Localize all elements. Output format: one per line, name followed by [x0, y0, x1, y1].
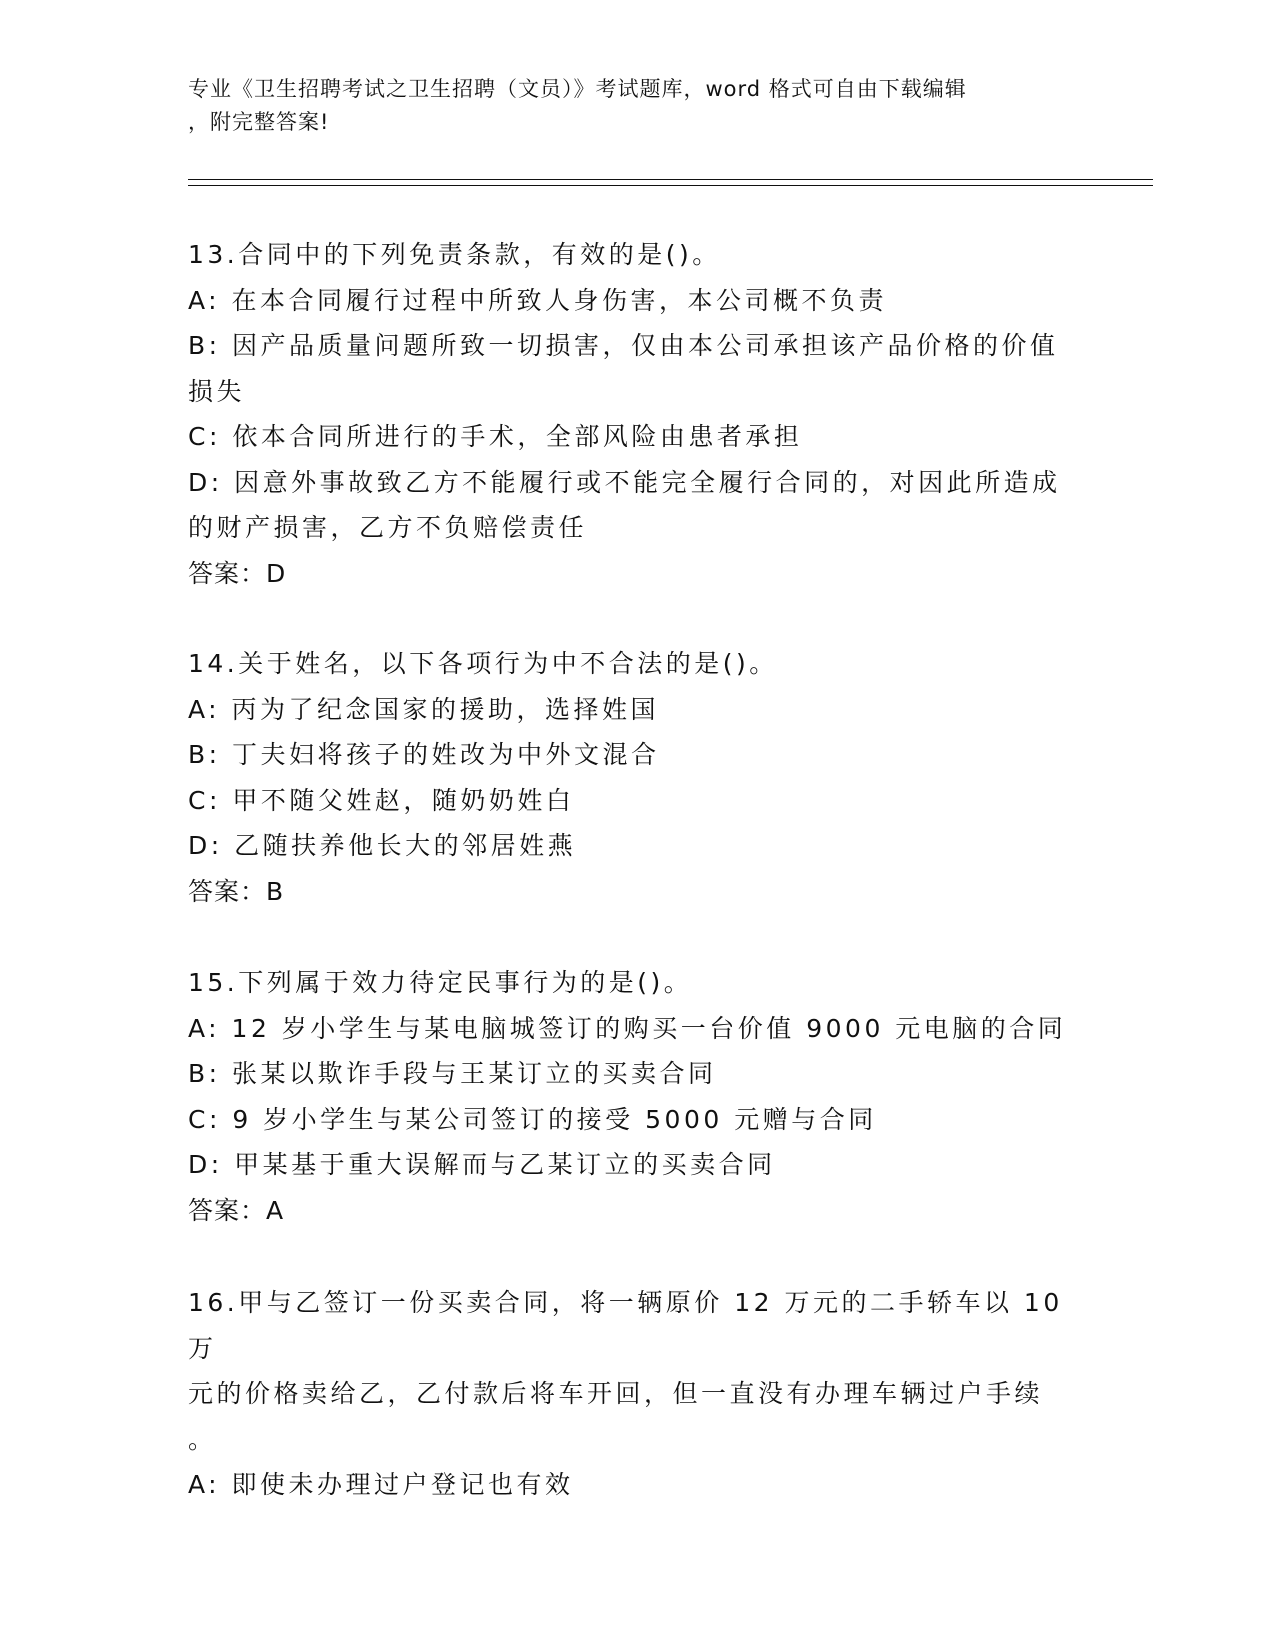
option-c: C: 甲不随父姓赵，随奶奶姓白	[188, 785, 575, 815]
option-b: B: 丁夫妇将孩子的姓改为中外文混合	[188, 740, 660, 769]
option-d: D: 乙随扶养他长大的邻居姓燕	[188, 831, 577, 860]
option-a: A: 即使未办理过户登记也有效	[188, 1470, 574, 1499]
question-15	[188, 960, 1078, 1233]
option-a: A: 丙为了纪念国家的援助，选择姓国	[188, 694, 660, 724]
header-divider-bottom	[188, 185, 1153, 186]
option-a: A: 在本合同履行过程中所致人身伤害，本公司概不负责	[188, 285, 888, 315]
document-header	[188, 73, 1088, 139]
header-divider-top	[188, 179, 1153, 180]
option-b: B: 因产品质量问题所致一切损害，仅由本公司承担该产品价格的价值	[188, 331, 1059, 360]
option-d: D: 因意外事故致乙方不能履行或不能完全履行合同的，对因此所造成	[188, 467, 1061, 497]
question-stem-end: 。	[188, 1424, 217, 1454]
header-line-2: ，附完整答案!	[188, 110, 330, 134]
question-stem-continued: 元的价格卖给乙，乙付款后将车开回，但一直没有办理车辆过户手续	[188, 1379, 1044, 1408]
question-13	[188, 232, 1078, 596]
question-14	[188, 641, 1078, 914]
answer: 答案：B	[188, 876, 285, 906]
question-stem: 14.关于姓名，以下各项行为中不合法的是()。	[188, 649, 778, 678]
question-stem: 16.甲与乙签订一份买卖合同，将一辆原价 12 万元的二手轿车以 10 万	[188, 1288, 1063, 1363]
option-d-continued: 的财产损害，乙方不负赔偿责任	[188, 513, 588, 542]
option-b-continued: 损失	[188, 376, 246, 406]
question-stem: 15.下列属于效力待定民事行为的是()。	[188, 968, 693, 997]
option-c: C: 9 岁小学生与某公司签订的接受 5000 元赠与合同	[188, 1104, 877, 1134]
answer: 答案：A	[188, 1195, 285, 1225]
option-c: C: 依本合同所进行的手术，全部风险由患者承担	[188, 422, 803, 451]
question-stem: 13.合同中的下列免责条款，有效的是()。	[188, 240, 721, 269]
answer: 答案：D	[188, 558, 287, 588]
question-16	[188, 1280, 1078, 1508]
header-line-1: 专业《卫生招聘考试之卫生招聘（文员）》考试题库，word 格式可自由下载编辑	[188, 77, 967, 101]
option-a: A: 12 岁小学生与某电脑城签订的购买一台价值 9000 元电脑的合同	[188, 1013, 1067, 1043]
option-b: B: 张某以欺诈手段与王某订立的买卖合同	[188, 1059, 717, 1088]
option-d: D: 甲某基于重大误解而与乙某订立的买卖合同	[188, 1150, 776, 1179]
